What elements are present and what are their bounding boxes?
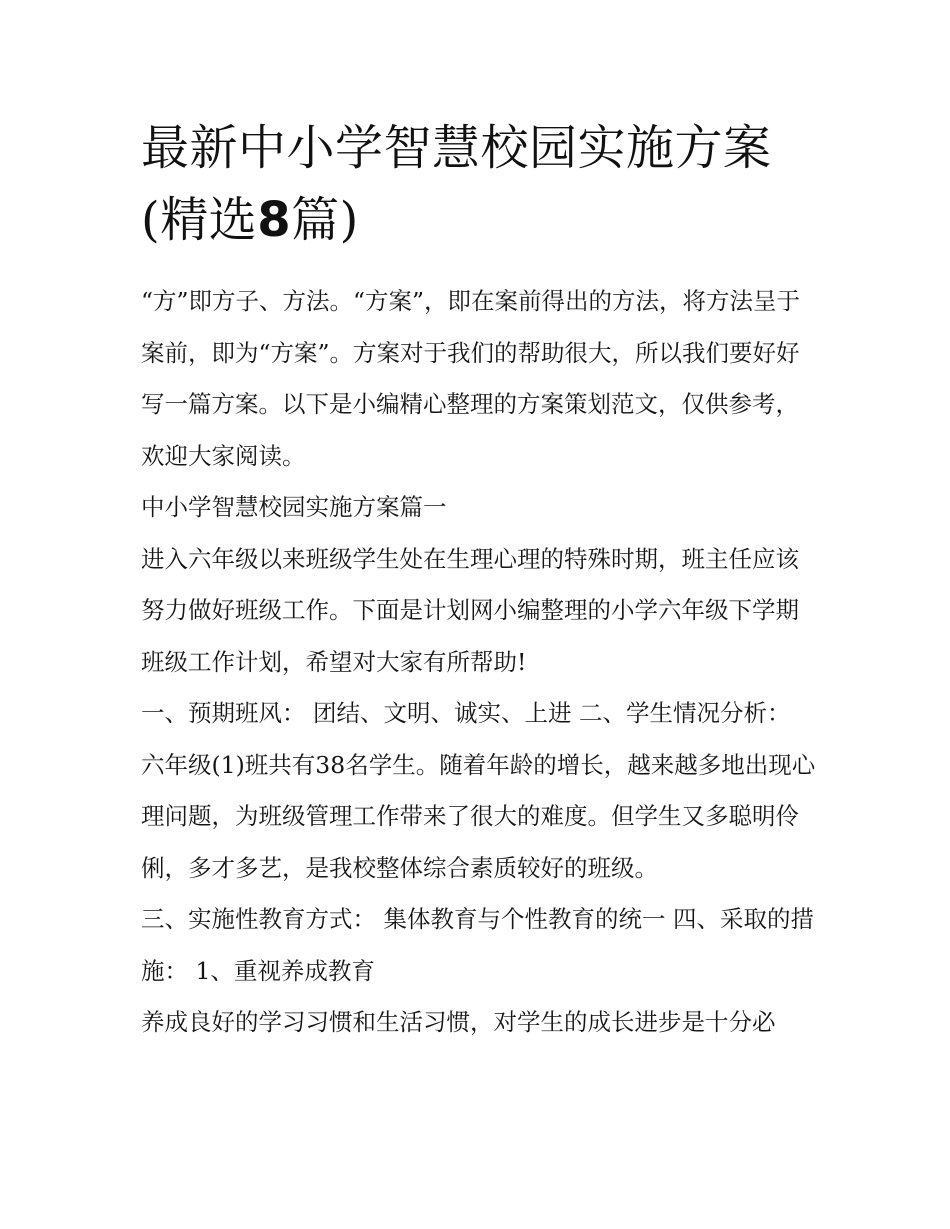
document-content <box>141 112 816 1049</box>
document-body <box>141 276 816 1049</box>
intro-paragraph: “方”即方子、方法。“方案”，即在案前得出的方法，将方法呈于案前，即为“方案”。方案对于我们的帮助很大，所以我们要好好写一篇方案。以下是小编精心整理的方案策划范文，仅供参考，欢迎大家阅读。 <box>141 287 801 470</box>
document-title <box>141 112 816 256</box>
student-situation-paragraph: 六年级(1)班共有38名学生。随着年龄的增长，越来越多地出现心理问题，为班级管理工作带来了很大的难度。但学生又多聪明伶俐，多才多艺，是我校整体综合素质较好的班级。 <box>141 750 816 882</box>
title-line-2-open: (精选 <box>141 192 258 248</box>
title-line-1: 最新中小学智慧校园实施方案 <box>141 120 772 176</box>
habit-paragraph: 养成良好的学习习惯和生活习惯，对学生的成长进步是十分必 <box>141 1008 776 1036</box>
body-paragraph: 进入六年级以来班级学生处在生理心理的特殊时期，班主任应该努力做好班级工作。下面是计划网小编整理的小学六年级下学期班级工作计划，希望对大家有所帮助! <box>141 544 799 676</box>
title-line-2-close: 篇) <box>291 192 359 248</box>
title-line-2-number: 8 <box>257 192 292 248</box>
class-style-paragraph: 一、预期班风： 团结、文明、诚实、上进 二、学生情况分析： <box>141 699 791 727</box>
section-heading-1: 中小学智慧校园实施方案篇一 <box>141 493 447 521</box>
education-method-paragraph: 三、实施性教育方式： 集体教育与个性教育的统一 四、采取的措施： 1、重视养成教育 <box>141 905 814 985</box>
